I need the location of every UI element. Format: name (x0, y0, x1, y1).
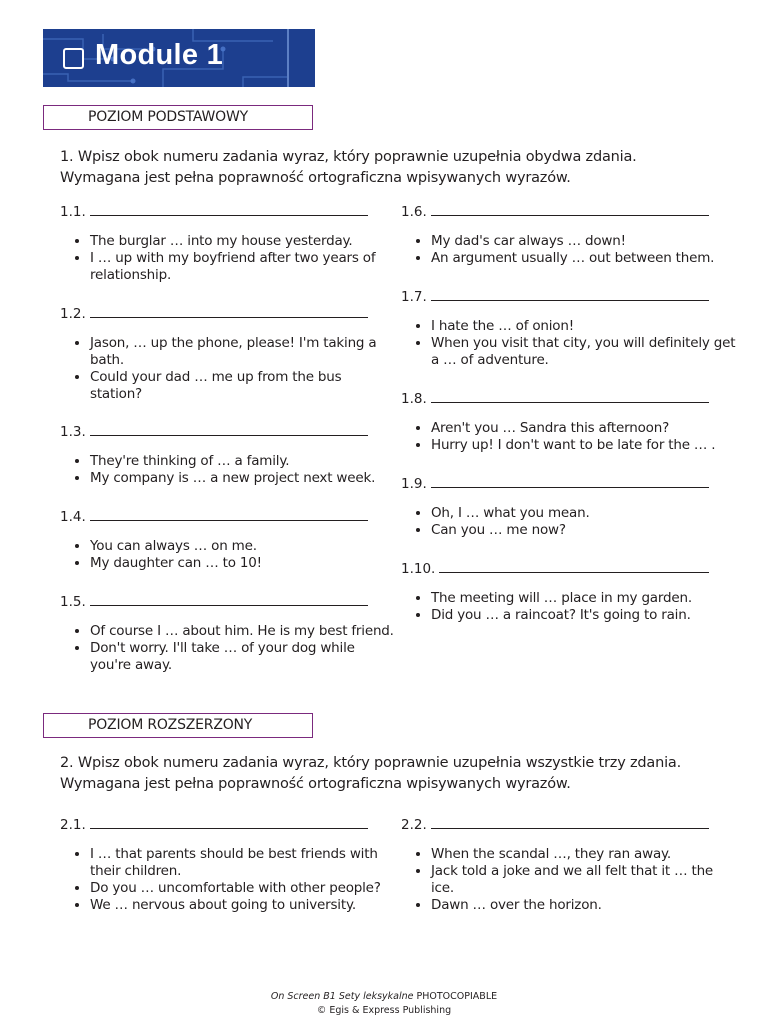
sentence: • I … that parents should be best friends with their children. (90, 846, 395, 880)
sentence: • Could your dad … me up from the bus station? (90, 369, 395, 403)
sentence: • They're thinking of … a family. (90, 453, 395, 470)
sentence: • When the scandal …, they ran away. (431, 846, 736, 863)
item-number: 1.9. (401, 476, 427, 492)
sentence: • Hurry up! I don't want to be late for the … . (431, 437, 736, 454)
instruction-2-line2: Wymagana jest pełna poprawność ortograficzna wpisywanych wyrazów. (60, 776, 571, 792)
exercise-item (60, 305, 395, 403)
footer-copyright: © Egis & Express Publishing (316, 1005, 452, 1016)
sentence-list (401, 318, 736, 369)
item-number: 1.3. (60, 424, 86, 440)
sentence: • Dawn … over the horizon. (431, 897, 736, 914)
sentence: • I … up with my boyfriend after two years of relationship. (90, 250, 395, 284)
sentence: • Jack told a joke and we all felt that it … the ice. (431, 863, 736, 897)
item-number: 1.8. (401, 391, 427, 407)
item-number: 2.1. (60, 817, 86, 833)
exercise-item (401, 816, 736, 914)
exercise-item (60, 816, 395, 914)
answer-blank[interactable] (431, 475, 709, 488)
item-number-row (60, 593, 395, 611)
sentence: • My company is … a new project next week. (90, 470, 395, 487)
sentence-list (401, 505, 736, 539)
answer-blank[interactable] (431, 288, 709, 301)
item-number-row (401, 816, 736, 834)
answer-blank[interactable] (90, 816, 368, 829)
module-banner (43, 29, 315, 87)
answer-blank[interactable] (90, 305, 368, 318)
item-number-row (401, 560, 736, 578)
exercise-item (401, 560, 736, 624)
exercise-item (60, 508, 395, 572)
sentence-list (401, 233, 736, 267)
answer-blank[interactable] (90, 593, 368, 606)
sentence-list (60, 846, 395, 914)
item-number-row (401, 390, 736, 408)
sentence-list (60, 623, 395, 674)
exercise-item (401, 390, 736, 454)
sentence: • When you visit that city, you will definitely get a … of adventure. (431, 335, 736, 369)
sentence: • Did you … a raincoat? It's going to rain. (431, 607, 736, 624)
module-title: Module 1 (95, 39, 224, 71)
item-number-row (60, 203, 395, 221)
sentence-list (60, 335, 395, 403)
exercise-item (401, 475, 736, 539)
sentence-list (60, 538, 395, 572)
sentence: • Aren't you … Sandra this afternoon? (431, 420, 736, 437)
item-number: 1.10. (401, 561, 436, 577)
item-number-row (60, 508, 395, 526)
sentence-list (401, 590, 736, 624)
item-number: 1.2. (60, 306, 86, 322)
item-number-row (60, 305, 395, 323)
sentence: • My daughter can … to 10! (90, 555, 395, 572)
sentence-list (401, 846, 736, 914)
sentence: • I hate the … of onion! (431, 318, 736, 335)
exercise-item (60, 423, 395, 487)
banner-divider (287, 29, 289, 87)
sentence-list (401, 420, 736, 454)
sentence: • An argument usually … out between them. (431, 250, 736, 267)
sentence: • Jason, … up the phone, please! I'm taking a bath. (90, 335, 395, 369)
item-number: 1.5. (60, 594, 86, 610)
sentence: • The meeting will … place in my garden. (431, 590, 736, 607)
item-number-row (401, 475, 736, 493)
sentence: • Oh, I … what you mean. (431, 505, 736, 522)
item-number: 1.7. (401, 289, 427, 305)
page-footer (0, 990, 768, 1018)
item-number-row (60, 816, 395, 834)
item-number: 2.2. (401, 817, 427, 833)
sentence: • Of course I … about him. He is my best friend. (90, 623, 395, 640)
footer-photocopiable: PHOTOCOPIABLE (416, 991, 498, 1002)
exercise-item (401, 203, 736, 267)
answer-blank[interactable] (90, 423, 368, 436)
answer-blank[interactable] (431, 816, 709, 829)
footer-book-title: On Screen B1 Sety leksykalne (270, 991, 414, 1002)
sentence: • The burglar … into my house yesterday. (90, 233, 395, 250)
answer-blank[interactable] (431, 390, 709, 403)
sentence: • My dad's car always … down! (431, 233, 736, 250)
exercise-item (60, 593, 395, 674)
sentence: • Do you … uncomfortable with other people? (90, 880, 395, 897)
checkbox-icon (63, 48, 84, 69)
answer-blank[interactable] (90, 203, 368, 216)
sentence: • You can always … on me. (90, 538, 395, 555)
sentence: • Don't worry. I'll take … of your dog while you're away. (90, 640, 395, 674)
instruction-1-line1: 1. Wpisz obok numeru zadania wyraz, który poprawnie uzupełnia obydwa zdania. (60, 149, 637, 165)
answer-blank[interactable] (90, 508, 368, 521)
answer-blank[interactable] (431, 203, 709, 216)
instruction-2 (60, 753, 750, 795)
sentence-list (60, 453, 395, 487)
sentence-list (60, 233, 395, 284)
item-number: 1.6. (401, 204, 427, 220)
item-number: 1.4. (60, 509, 86, 525)
exercise-item (60, 203, 395, 284)
level-label-extended: POZIOM ROZSZERZONY (43, 713, 313, 738)
exercise-item (401, 288, 736, 369)
instruction-1-line2: Wymagana jest pełna poprawność ortograficzna wpisywanych wyrazów. (60, 170, 571, 186)
level-label-basic: POZIOM PODSTAWOWY (43, 105, 313, 130)
instruction-2-line1: 2. Wpisz obok numeru zadania wyraz, który poprawnie uzupełnia wszystkie trzy zdania. (60, 755, 681, 771)
instruction-1 (60, 147, 750, 189)
item-number: 1.1. (60, 204, 86, 220)
sentence: • We … nervous about going to university. (90, 897, 395, 914)
item-number-row (60, 423, 395, 441)
item-number-row (401, 288, 736, 306)
answer-blank[interactable] (439, 560, 709, 573)
sentence: • Can you … me now? (431, 522, 736, 539)
item-number-row (401, 203, 736, 221)
